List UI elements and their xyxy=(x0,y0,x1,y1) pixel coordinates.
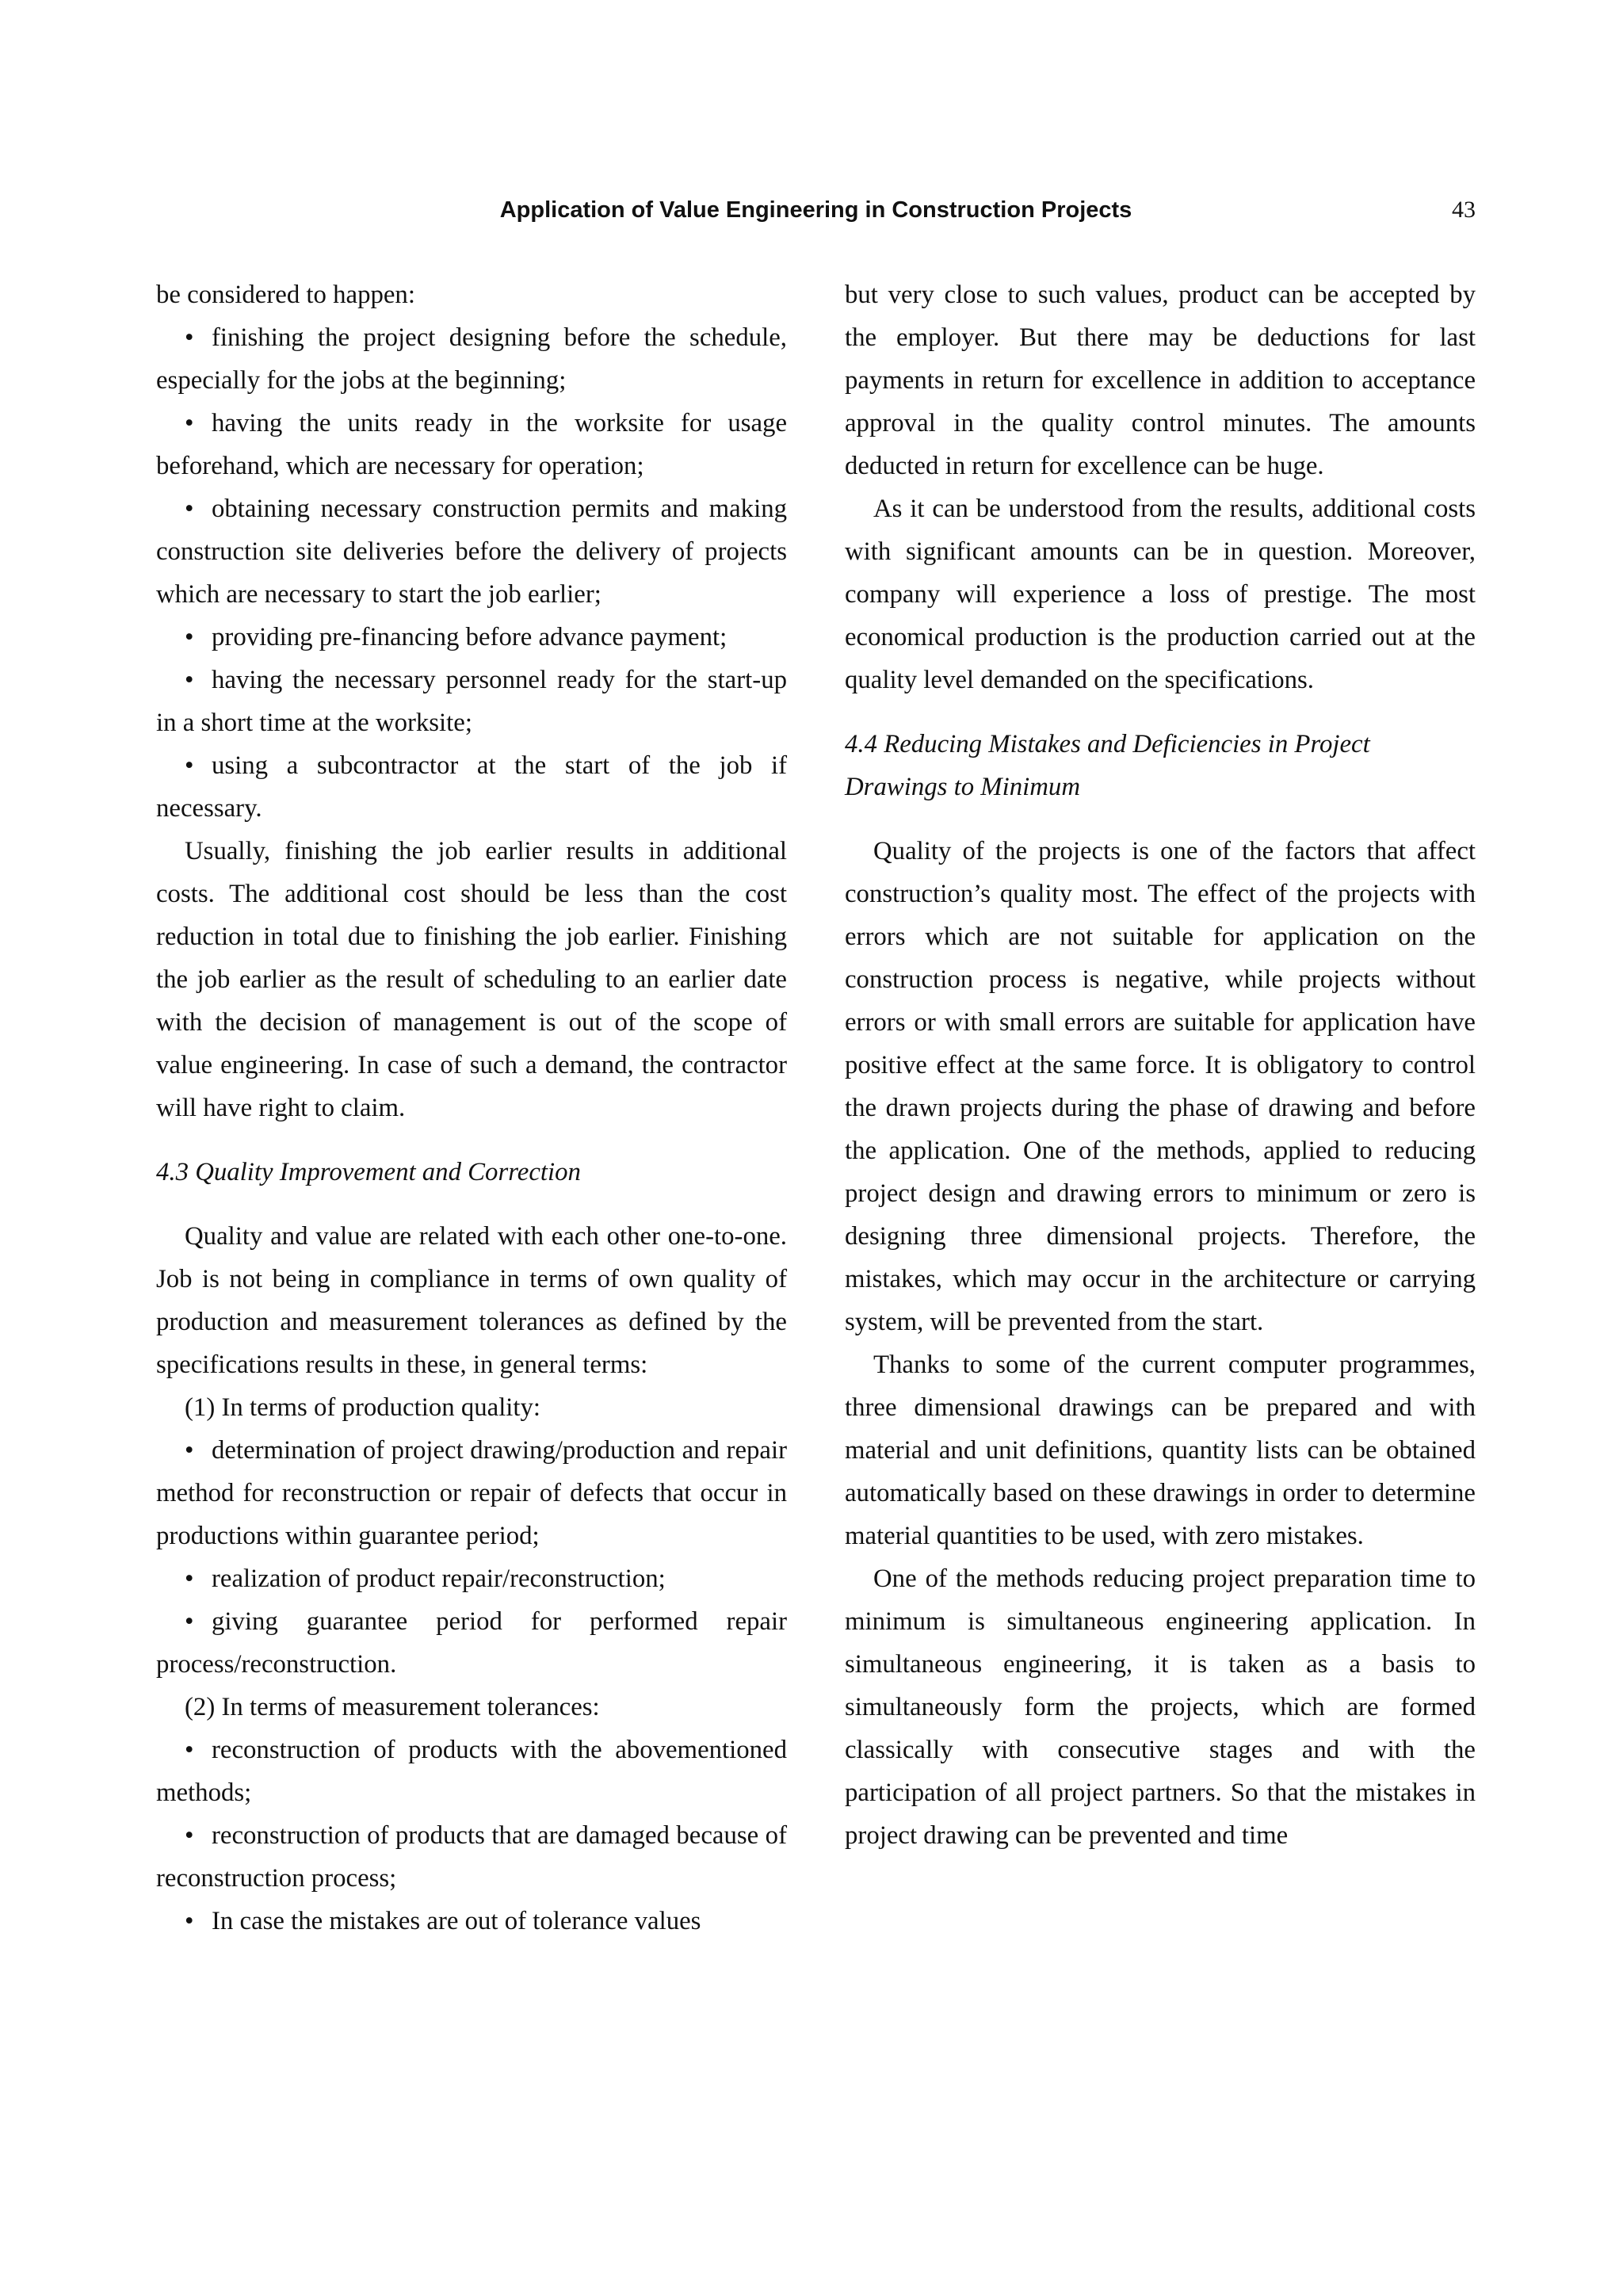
bullet-icon: • xyxy=(185,1607,194,1636)
bullet-text: providing pre-financing before advance payment; xyxy=(212,623,727,651)
paragraph: be considered to happen: xyxy=(156,281,415,309)
bullet-item xyxy=(156,1600,787,1686)
bullet-icon: • xyxy=(185,1907,194,1935)
paragraph: As it can be understood from the results, additional costs with significant amounts can be in question. Moreover, company will experience a loss of prestige. The most economical production is the production carried out at the quality level demanded on the specifications. xyxy=(845,495,1476,694)
section-heading-4-3: 4.3 Quality Improvement and Correction xyxy=(156,1158,581,1186)
bullet-icon: • xyxy=(185,495,194,523)
bullet-item xyxy=(156,1814,787,1900)
bullet-icon: • xyxy=(185,1436,194,1465)
bullet-item xyxy=(156,659,787,744)
bullet-item xyxy=(156,1557,787,1600)
bullet-text: In case the mistakes are out of tolerance values xyxy=(212,1907,701,1935)
bullet-item xyxy=(156,616,787,659)
paragraph: Thanks to some of the current computer programmes, three dimensional drawings can be prepared and with material and unit definitions, quantity lists can be obtained automatically based on these drawings in order to determine material quantities to be used, with zero mistakes. xyxy=(845,1350,1476,1550)
running-head xyxy=(156,194,1476,226)
bullet-item xyxy=(156,316,787,402)
subheading: (2) In terms of measurement tolerances: xyxy=(185,1693,600,1721)
bullet-icon: • xyxy=(185,623,194,651)
paragraph: Quality of the projects is one of the factors that affect construction’s quality most. The effect of the projects with errors which are not suitable for application on the construction process is negative, while projects without errors or with small errors are suitable for application have positive effect at the same force. It is obligatory to control the drawn projects during the phase of drawing and before the application. One of the methods, applied to reducing project design and drawing errors to minimum or zero is designing three dimensional projects. Therefore, the mistakes, which may occur in the architecture or carrying system, will be prevented from the start. xyxy=(845,837,1476,1336)
bullet-item xyxy=(156,402,787,487)
bullet-text: using a subcontractor at the start of the job if necessary. xyxy=(156,751,787,823)
running-title: Application of Value Engineering in Construction Projects xyxy=(499,197,1132,223)
bullet-icon: • xyxy=(185,409,194,437)
bullet-text: reconstruction of products with the abovementioned methods; xyxy=(156,1736,787,1807)
subheading: (1) In terms of production quality: xyxy=(185,1393,541,1422)
left-column xyxy=(156,273,787,1943)
paragraph: but very close to such values, product can be accepted by the employer. But there may be deductions for last payments in return for excellence in addition to acceptance approval in the quality control minutes. The amounts deducted in return for excellence can be huge. xyxy=(845,281,1476,480)
bullet-text: finishing the project designing before the schedule, especially for the jobs at the beginning; xyxy=(156,323,787,395)
paragraph: Quality and value are related with each other one-to-one. Job is not being in compliance in terms of own quality of production and measurement tolerances as defined by the specifications results in these, in general terms: xyxy=(156,1222,787,1379)
bullet-text: having the necessary personnel ready for the start-up in a short time at the worksite; xyxy=(156,666,787,737)
bullet-icon: • xyxy=(185,323,194,352)
bullet-text: realization of product repair/reconstruction; xyxy=(212,1564,666,1593)
page-number: 43 xyxy=(1452,197,1476,223)
bullet-item xyxy=(156,1429,787,1557)
bullet-icon: • xyxy=(185,751,194,780)
bullet-text: giving guarantee period for performed repair process/reconstruction. xyxy=(156,1607,787,1679)
section-heading-4-4: 4.4 Reducing Mistakes and Deficiencies in Project Drawings to Minimum xyxy=(845,730,1370,801)
bullet-item xyxy=(156,744,787,830)
bullet-icon: • xyxy=(185,1821,194,1850)
bullet-icon: • xyxy=(185,1736,194,1764)
paragraph: One of the methods reducing project preparation time to minimum is simultaneous engineering application. In simultaneous engineering, it is taken as a basis to simultaneously form the projects, which are formed classically with consecutive stages and with the participation of all project partners. So that the mistakes in project drawing can be prevented and time xyxy=(845,1564,1476,1850)
bullet-text: obtaining necessary construction permits and making construction site deliveries before the delivery of projects which are necessary to start the job earlier; xyxy=(156,495,787,609)
bullet-icon: • xyxy=(185,1564,194,1593)
bullet-icon: • xyxy=(185,666,194,694)
bullet-item xyxy=(156,487,787,616)
right-column xyxy=(845,273,1476,1857)
paragraph: Usually, finishing the job earlier results in additional costs. The additional cost should be less than the cost reduction in total due to finishing the job earlier. Finishing the job earlier as the result of scheduling to an earlier date with the decision of management is out of the scope of value engineering. In case of such a demand, the contractor will have right to claim. xyxy=(156,837,787,1122)
bullet-text: having the units ready in the worksite for usage beforehand, which are necessary for operation; xyxy=(156,409,787,480)
bullet-item xyxy=(156,1729,787,1814)
bullet-item xyxy=(156,1900,787,1943)
bullet-text: determination of project drawing/production and repair method for reconstruction or repair of defects that occur in productions within guarantee period; xyxy=(156,1436,787,1550)
bullet-text: reconstruction of products that are damaged because of reconstruction process; xyxy=(156,1821,787,1893)
